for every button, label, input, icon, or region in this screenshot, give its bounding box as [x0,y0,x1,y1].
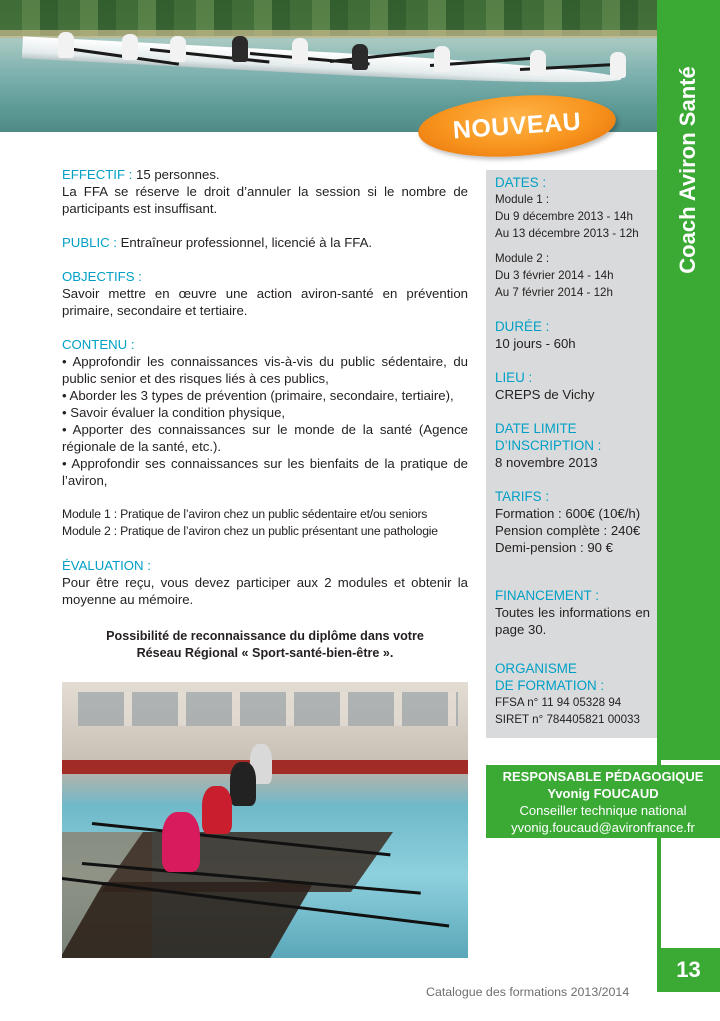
module-line: Module 1 : Pratique de l’aviron chez un public sédentaire et/ou seniors [62,507,428,521]
modules-section [62,506,468,540]
rowing-tank-photo [62,682,468,958]
financement-label: FINANCEMENT : [495,588,599,603]
duree-section [495,318,650,352]
module1-end: Au 13 décembre 2013 - 12h [495,227,639,240]
objectifs-text: Savoir mettre en œuvre une action aviron-santé en prévention primaire, secondaire et tertiaire. [62,286,468,318]
section-title-vertical: Coach Aviron Santé [675,66,700,274]
contact-box [486,765,720,838]
contact-title: RESPONSABLE PÉDAGOGIQUE [502,769,704,784]
dates-section [495,174,650,301]
module1-start: Du 9 décembre 2013 - 14h [495,210,633,223]
tarif-item: Formation : 600€ (10€/h) [495,506,641,521]
effectif-value: 15 personnes. [132,167,220,182]
effectif-text: La FFA se réserve le droit d’annuler la session si le nombre de participants est insuffisant. [62,184,468,216]
caption-line: Réseau Régional « Sport-santé-bien-être ». [136,646,394,660]
recognition-caption [62,628,468,662]
evaluation-label: ÉVALUATION : [62,558,151,573]
lieu-label: LIEU : [495,370,533,385]
public-value: Entraîneur professionnel, licencié à la FFA. [116,235,373,250]
evaluation-text: Pour être reçu, vous devez participer aux 2 modules et obtenir la moyenne au mémoire. [62,575,468,607]
lieu-value: CREPS de Vichy [495,387,595,402]
dates-label: DATES : [495,175,547,190]
duree-label: DURÉE : [495,319,550,334]
page-number: 13 [676,957,701,982]
duree-value: 10 jours - 60h [495,336,576,351]
info-panel [486,170,657,738]
contenu-item: • Approfondir les connaissances vis-à-vis du public sédentaire, du public senior et des risques liés à ces publics, [62,354,468,386]
date-limite-section [495,420,650,471]
date-limite-label: D’INSCRIPTION : [495,438,602,453]
module-line: Module 2 : Pratique de l’aviron chez un public présentant une pathologie [62,524,438,538]
financement-section [495,587,650,638]
tarifs-section [495,488,650,556]
contenu-section [62,336,468,489]
public-section [62,234,468,251]
date-limite-value: 8 novembre 2013 [495,455,598,470]
module1-title: Module 1 : [495,193,550,206]
page-number-box [657,948,720,992]
contenu-label: CONTENU : [62,337,135,352]
module2-end: Au 7 février 2014 - 12h [495,286,613,299]
contact-name: Yvonig FOUCAUD [547,786,659,801]
effectif-label: EFFECTIF : [62,167,133,182]
badge-label: NOUVEAU [451,107,583,144]
organisme-label: DE FORMATION : [495,678,605,693]
module2-title: Module 2 : [495,252,550,265]
contenu-item: • Aborder les 3 types de prévention (primaire, secondaire, tertiaire), [62,388,454,403]
contact-email[interactable]: yvonig.foucaud@avironfrance.fr [511,820,695,835]
contact-role: Conseiller technique national [519,803,687,818]
contenu-item: • Approfondir ses connaissances sur les bienfaits de la pratique de l’aviron, [62,456,468,488]
caption-line: Possibilité de reconnaissance du diplôme dans votre [106,629,424,643]
catalogue-footer: Catalogue des formations 2013/2014 [426,985,630,999]
objectifs-label: OBJECTIFS : [62,269,142,284]
lieu-section [495,369,650,403]
ffsa-number: FFSA n° 11 94 05328 94 [495,696,622,709]
module2-start: Du 3 février 2014 - 14h [495,269,614,282]
tarif-item: Demi-pension : 90 € [495,540,614,555]
date-limite-label: DATE LIMITE [495,421,577,436]
objectifs-section [62,268,468,319]
course-description [62,166,468,625]
evaluation-section [62,557,468,608]
organisme-label: ORGANISME [495,661,577,676]
tarifs-label: TARIFS : [495,489,550,504]
organisme-section [495,660,650,728]
public-label: PUBLIC : [62,235,117,250]
contenu-item: • Apporter des connaissances sur le monde de la santé (Agence régionale de la santé, etc.). [62,422,468,454]
contenu-item: • Savoir évaluer la condition physique, [62,405,286,420]
effectif-section [62,166,468,217]
financement-text: Toutes les informations en page 30. [495,605,650,637]
siret-number: SIRET n° 784405821 00033 [495,713,640,726]
tarif-item: Pension complète : 240€ [495,523,641,538]
